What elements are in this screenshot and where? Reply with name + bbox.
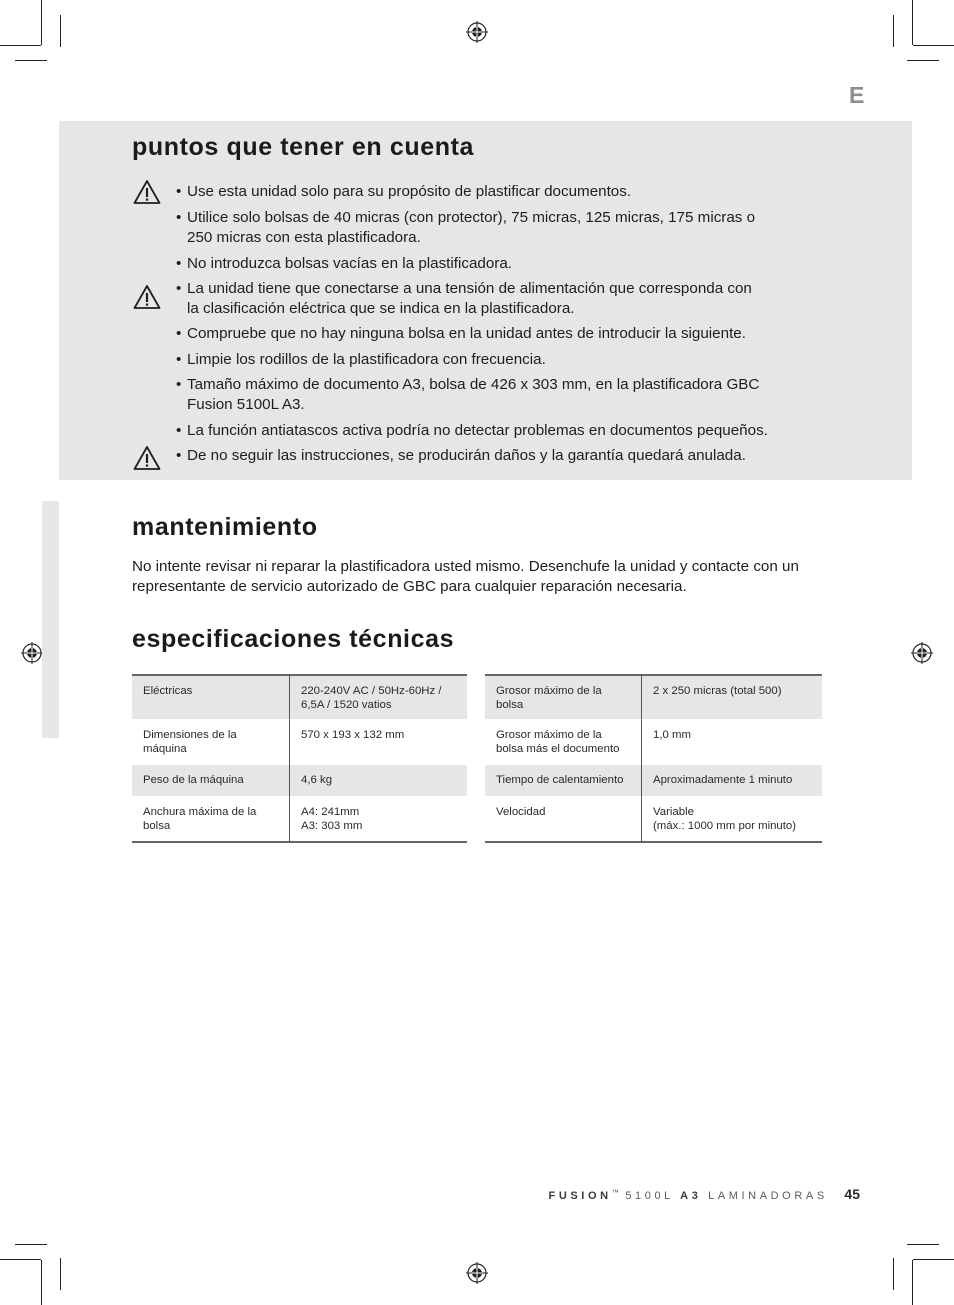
warning-triangle-icon — [133, 445, 161, 471]
footer-size: A3 — [680, 1190, 702, 1202]
list-item: • Tamaño máximo de documento A3, bolsa de 426 x 303 mm, en la plastificadora GBC Fusion 5100L A3. — [176, 376, 760, 413]
crop-mark — [912, 0, 913, 45]
footer-trademark: ™ — [611, 1189, 619, 1197]
table-row: Grosor máximo de la bolsa 2 x 250 micras (total 500) — [485, 675, 822, 719]
specs-table-right — [485, 674, 822, 843]
list-item: • La unidad tiene que conectarse a una tensión de alimentación que corresponda con la clasificación eléctrica que se indica en la plastificadora. — [176, 280, 752, 317]
crop-mark — [913, 45, 954, 46]
list-item: • Compruebe que no hay ninguna bolsa en la unidad antes de introducir la siguiente. — [176, 325, 746, 342]
warning-triangle-icon — [133, 179, 161, 205]
footer-category: LAMINADORAS — [708, 1190, 828, 1202]
registration-mark-icon — [466, 21, 488, 43]
crop-mark — [913, 1259, 954, 1260]
table-row: Peso de la máquina 4,6 kg — [132, 765, 467, 796]
crop-mark — [41, 1260, 42, 1305]
warning-triangle-icon — [133, 284, 161, 310]
footer-brand: FUSION — [548, 1190, 612, 1202]
list-item: • Utilice solo bolsas de 40 micras (con protector), 75 micras, 125 micras, 175 micras o 250 micras con esta plastificadora. — [176, 209, 756, 246]
crop-mark — [15, 1244, 47, 1245]
page-number: 45 — [844, 1186, 860, 1202]
footer-model: 5100L — [625, 1190, 674, 1202]
maintenance-text: No intente revisar ni reparar la plastificadora usted mismo. Desenchufe la unidad y contacte con un representante de servicio autorizado de GBC para cualquier reparación necesaria. — [132, 558, 799, 595]
registration-mark-icon — [466, 1262, 488, 1284]
table-row: Grosor máximo de la bolsa más el documento 1,0 mm — [485, 719, 822, 765]
list-item: • No introduzca bolsas vacías en la plastificadora. — [176, 255, 513, 272]
crop-mark — [0, 1259, 41, 1260]
registration-mark-icon — [21, 642, 43, 664]
crop-mark — [60, 1258, 61, 1290]
table-row: Tiempo de calentamiento Aproximadamente 1 minuto — [485, 765, 822, 796]
page-footer — [549, 1186, 861, 1202]
language-tab: E — [849, 82, 865, 108]
list-item: • De no seguir las instrucciones, se producirán daños y la garantía quedará anulada. — [176, 447, 746, 464]
table-row: Eléctricas 220-240V AC / 50Hz-60Hz / 6,5A / 1520 vatios — [132, 675, 467, 719]
maintenance-title: mantenimiento — [132, 513, 318, 541]
list-item: • Limpie los rodillos de la plastificadora con frecuencia. — [176, 351, 546, 368]
crop-mark — [41, 0, 42, 45]
table-row: Velocidad Variable (máx.: 1000 mm por minuto) — [485, 796, 822, 842]
crop-mark — [15, 60, 47, 61]
crop-mark — [907, 60, 939, 61]
crop-mark — [0, 45, 41, 46]
crop-mark — [907, 1244, 939, 1245]
list-item: • Use esta unidad solo para su propósito de plastificar documentos. — [176, 183, 632, 200]
crop-mark — [60, 15, 61, 47]
crop-mark — [912, 1260, 913, 1305]
list-item: • La función antiatascos activa podría no detectar problemas en documentos pequeños. — [176, 422, 768, 439]
precautions-title: puntos que tener en cuenta — [132, 133, 475, 161]
specs-table-left — [132, 674, 467, 843]
sidebar-bar — [42, 501, 59, 738]
registration-mark-icon — [911, 642, 933, 664]
crop-mark — [893, 15, 894, 47]
table-row: Dimensiones de la máquina 570 x 193 x 132 mm — [132, 719, 467, 765]
crop-mark — [893, 1258, 894, 1290]
specs-title: especificaciones técnicas — [132, 625, 455, 653]
table-row: Anchura máxima de la bolsa A4: 241mm A3: 303 mm — [132, 796, 467, 842]
